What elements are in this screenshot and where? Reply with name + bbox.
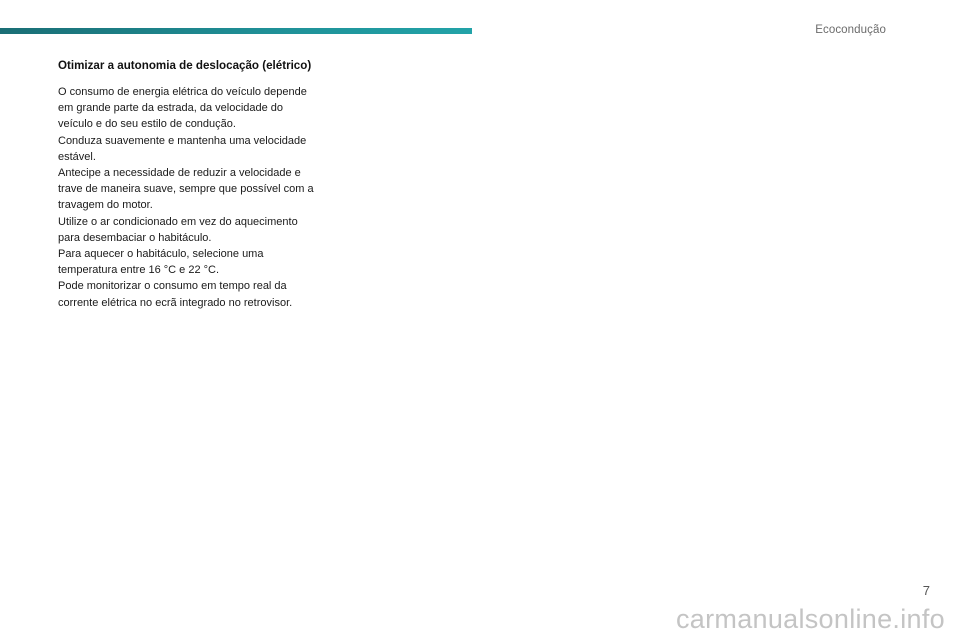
body-line: trave de maneira suave, sempre que possível com a xyxy=(58,183,314,196)
body-line: em grande parte da estrada, da velocidade do xyxy=(58,102,284,115)
chapter-title: Ecocondução xyxy=(815,24,886,36)
body-line: corrente elétrica no ecrã integrado no retrovisor. xyxy=(58,296,293,309)
section-heading: Otimizar a autonomia de deslocação (elétrico) xyxy=(58,59,312,72)
header-accent-bar xyxy=(0,28,472,34)
body-line: temperatura entre 16 °C e 22 °C. xyxy=(58,264,220,277)
body-line: Antecipe a necessidade de reduzir a velocidade e xyxy=(58,167,301,180)
section-body xyxy=(58,84,330,311)
body-line: estável. xyxy=(58,150,96,163)
body-line: Utilize o ar condicionado em vez do aquecimento xyxy=(58,215,298,228)
body-line: Para aquecer o habitáculo, selecione uma xyxy=(58,248,264,261)
main-content xyxy=(58,58,330,311)
body-line: veículo e do seu estilo de condução. xyxy=(58,118,236,131)
body-line: Conduza suavemente e mantenha uma velocidade xyxy=(58,134,307,147)
page-number: 7 xyxy=(922,583,930,598)
body-line: Pode monitorizar o consumo em tempo real da xyxy=(58,280,287,293)
watermark-text: carmanualsonline.info xyxy=(676,604,945,634)
body-line: para desembaciar o habitáculo. xyxy=(58,231,212,244)
body-line: travagem do motor. xyxy=(58,199,153,212)
body-line: O consumo de energia elétrica do veículo depende xyxy=(58,86,307,98)
